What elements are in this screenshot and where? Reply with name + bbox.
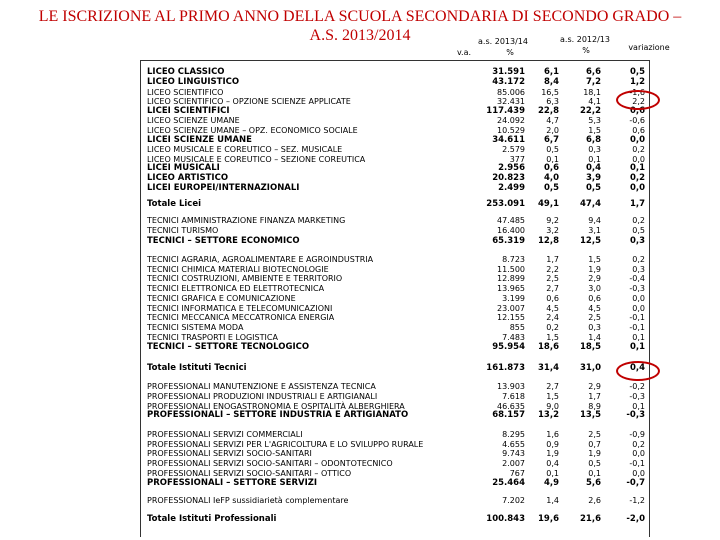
row-value-pct-2013: 1,5 [546,333,559,342]
row-label: LICEI SCIENZE UMANE [147,135,252,145]
row-value-pct-2013: 1,7 [546,255,559,264]
row-value-pct-2012: 1,4 [588,333,601,342]
row-label: LICEO CLASSICO [147,67,225,77]
header-pct-2013: % [506,48,514,57]
page-title-line2: A.S. 2013/2014 [309,27,411,44]
row-label: TECNICI INFORMATICA E TELECOMUNICAZIONI [147,304,333,313]
row-value-pct-2013: 16,5 [541,88,559,97]
row-value-pct-2012: 18,1 [583,88,601,97]
row-label: LICEO SCIENZE UMANE – OPZ. ECONOMICO SOCIALE [147,126,358,135]
row-value-pct-2013: 2,5 [546,274,559,283]
row-value-pct-2012: 0,3 [588,323,601,332]
row-value-pct-2013: 0,5 [546,145,559,154]
row-label: LICEI MUSICALI [147,163,220,173]
row-value-va: 32.431 [497,97,525,106]
header-va: v.a. [456,48,472,57]
row-value-va: 7.618 [502,392,525,401]
table-row [141,515,649,524]
row-value-pct-2012: 22,2 [580,106,601,116]
row-value-pct-2012: 0,5 [588,459,601,468]
row-value-variazione: 0,2 [632,216,645,225]
row-value-pct-2013: 9,2 [546,216,559,225]
row-value-pct-2013: 1,4 [546,496,559,505]
row-value-pct-2012: 1,9 [588,265,601,274]
row-label: TECNICI AMMINISTRAZIONE FINANZA MARKETING [147,216,346,225]
row-value-pct-2012: 3,0 [588,284,601,293]
row-value-pct-2013: 6,7 [543,135,559,145]
row-label: LICEO LINGUISTICO [147,77,240,87]
row-value-pct-2012: 3,9 [585,173,601,183]
table-row [141,333,649,342]
table-row [141,164,649,173]
row-value-variazione: 2,2 [632,97,645,106]
row-value-va: 767 [509,469,525,478]
row-value-pct-2012: 0,6 [588,294,601,303]
row-label: Totale Licei [147,199,201,209]
row-value-va: 43.172 [492,77,525,87]
row-label: PROFESSIONALI SERVIZI SOCIO-SANITARI [147,449,312,458]
row-value-variazione: -0,1 [629,323,645,332]
row-value-pct-2013: 3,2 [546,226,559,235]
row-label: TECNICI MECCANICA MECCATRONICA ENERGIA [147,313,335,322]
row-value-va: 2.499 [498,183,525,193]
row-value-variazione: -1,2 [629,496,645,505]
row-value-va: 377 [509,155,525,164]
row-value-variazione: 0,2 [632,255,645,264]
row-value-va: 47.485 [497,216,525,225]
row-label: TECNICI SISTEMA MODA [147,323,244,332]
row-value-va: 7.202 [502,496,525,505]
row-value-pct-2012: 5,3 [588,116,601,125]
row-label: PROFESSIONALI PRODUZIONI INDUSTRIALI E ARTIGIANALI [147,392,378,401]
row-value-variazione: -0,4 [629,274,645,283]
row-value-variazione: 0,6 [629,106,645,116]
row-value-pct-2012: 2,9 [588,382,601,391]
row-label: LICEO SCIENTIFICO – OPZIONE SCIENZE APPLICATE [147,97,351,106]
table-row [141,479,649,488]
row-value-va: 95.954 [492,342,525,352]
row-value-va: 11.500 [497,265,525,274]
row-value-variazione: -0,3 [626,410,645,420]
table-row [141,294,649,303]
row-value-pct-2013: 2,4 [546,313,559,322]
row-value-pct-2013: 13,2 [538,410,559,420]
row-value-pct-2012: 6,8 [585,135,601,145]
row-value-va: 2.956 [498,163,525,173]
row-value-variazione: 0,3 [632,265,645,274]
row-label: LICEO MUSICALE E COREUTICO – SEZIONE COREUTICA [147,155,366,164]
row-value-variazione: 0,3 [629,236,645,246]
row-value-va: 2.007 [502,459,525,468]
row-value-pct-2012: 21,6 [580,514,601,524]
row-value-pct-2012: 1,7 [588,392,601,401]
row-value-pct-2012: 0,7 [588,440,601,449]
table-row [141,136,649,145]
row-label: PROFESSIONALI SERVIZI SOCIO-SANITARI – ODONTOTECNICO [147,459,393,468]
row-value-variazione: 1,2 [629,77,645,87]
table-row [141,200,649,209]
row-value-pct-2012: 2,6 [588,496,601,505]
row-value-pct-2012: 0,4 [585,163,601,173]
row-label: PROFESSIONALI ENOGASTRONOMIA E OSPITALITÀ ALBERGHIERA [147,402,405,411]
row-value-pct-2013: 31,4 [538,363,559,373]
row-value-variazione: -2,0 [626,514,645,524]
row-value-variazione: 0,0 [632,294,645,303]
row-value-pct-2013: 6,3 [546,97,559,106]
row-value-pct-2013: 49,1 [538,199,559,209]
row-value-pct-2013: 6,1 [543,67,559,77]
header-as-2013-14: a.s. 2013/14 [478,37,528,46]
row-value-va: 16.400 [497,226,525,235]
row-value-variazione: -0,3 [629,284,645,293]
row-value-variazione: 0,0 [629,183,645,193]
table-row [141,216,649,225]
row-value-pct-2013: 12,8 [538,236,559,246]
row-value-pct-2012: 18,5 [580,342,601,352]
row-value-va: 23.007 [497,304,525,313]
row-label: TECNICI – SETTORE ECONOMICO [147,236,300,246]
row-value-variazione: 0,5 [629,67,645,77]
row-value-pct-2013: 22,8 [538,106,559,116]
row-label: TECNICI GRAFICA E COMUNICAZIONE [147,294,296,303]
table-row [141,226,649,235]
row-value-pct-2012: 3,1 [588,226,601,235]
table-row [141,440,649,449]
row-value-pct-2013: 4,7 [546,116,559,125]
row-value-va: 4.655 [502,440,525,449]
row-label: LICEO MUSICALE E COREUTICO – SEZ. MUSICALE [147,145,343,154]
row-value-pct-2013: 0,9 [546,440,559,449]
table-row [141,449,649,458]
row-value-pct-2012: 13,5 [580,410,601,420]
row-value-variazione: -0,7 [626,478,645,488]
row-value-pct-2012: 9,4 [588,216,601,225]
row-value-pct-2013: 2,7 [546,382,559,391]
row-value-variazione: -0,1 [629,459,645,468]
row-value-variazione: 0,0 [632,304,645,313]
table-row [141,184,649,193]
table-row [141,496,649,505]
table-row [141,97,649,106]
table-row [141,392,649,401]
table-row [141,274,649,283]
row-value-variazione: -0,2 [629,382,645,391]
table-row [141,88,649,97]
row-value-variazione: 0,5 [632,226,645,235]
table-row [141,116,649,125]
row-label: PROFESSIONALI – SETTORE SERVIZI [147,478,318,488]
row-value-pct-2013: 1,5 [546,392,559,401]
row-value-va: 85.006 [497,88,525,97]
header-variazione: variazione [628,43,670,52]
row-value-pct-2013: 4,0 [543,173,559,183]
row-value-pct-2013: 0,6 [543,163,559,173]
row-value-va: 12.899 [497,274,525,283]
row-value-pct-2013: 2,0 [546,126,559,135]
row-value-va: 117.439 [486,106,525,116]
row-value-variazione: 0,2 [629,173,645,183]
table-row [141,107,649,116]
row-label: PROFESSIONALI – SETTORE INDUSTRIA E ARTIGIANATO [147,410,409,420]
table-row [141,459,649,468]
row-value-pct-2013: 0,1 [546,469,559,478]
row-value-variazione: -0,1 [629,313,645,322]
header-as-2012-13: a.s. 2012/13 [560,35,610,44]
row-value-variazione: -0,6 [629,116,645,125]
row-value-pct-2012: 2,9 [588,274,601,283]
table-row [141,78,649,87]
row-value-pct-2013: 18,6 [538,342,559,352]
row-value-va: 253.091 [486,199,525,209]
row-value-pct-2013: 19,6 [538,514,559,524]
row-label: PROFESSIONALI MANUTENZIONE E ASSISTENZA TECNICA [147,382,376,391]
row-value-va: 20.823 [492,173,525,183]
row-value-va: 9.743 [502,449,525,458]
row-value-pct-2013: 0,4 [546,459,559,468]
row-value-va: 855 [509,323,525,332]
highlight-oval-totale-tecnici [616,361,660,381]
row-label: TECNICI TRASPORTI E LOGISTICA [147,333,278,342]
row-value-va: 8.295 [502,430,525,439]
page-title-line1: LE ISCRIZIONE AL PRIMO ANNO DELLA SCUOLA SECONDARIA DI SECONDO GRADO – [38,8,682,25]
table-row [141,469,649,478]
row-value-va: 161.873 [486,363,525,373]
table-row [141,304,649,313]
row-value-variazione: 0,0 [632,155,645,164]
table-row [141,364,649,373]
row-value-va: 24.092 [497,116,525,125]
row-label: LICEI EUROPEI/INTERNAZIONALI [147,183,300,193]
row-value-va: 7.483 [502,333,525,342]
row-value-pct-2012: 0,3 [588,145,601,154]
row-label: TECNICI ELETTRONICA ED ELETTROTECNICA [147,284,325,293]
table-row [141,343,649,352]
row-value-variazione: 0,4 [629,363,645,373]
row-value-pct-2013: 0,6 [546,294,559,303]
row-value-pct-2012: 0,1 [588,155,601,164]
row-label: TECNICI COSTRUZIONI, AMBIENTE E TERRITORIO [147,274,343,283]
row-value-variazione: 0,1 [629,163,645,173]
row-label: PROFESSIONALI SERVIZI COMMERCIALI [147,430,303,439]
row-value-pct-2012: 4,5 [588,304,601,313]
row-value-variazione: -0,3 [629,392,645,401]
row-value-pct-2012: 7,2 [585,77,601,87]
row-value-pct-2012: 31,0 [580,363,601,373]
row-value-va: 68.157 [492,410,525,420]
table-row [141,145,649,154]
row-value-pct-2012: 12,5 [580,236,601,246]
row-value-va: 34.611 [492,135,525,145]
row-value-pct-2012: 0,1 [588,469,601,478]
row-value-variazione: 0,2 [632,145,645,154]
row-value-variazione: 0,0 [632,469,645,478]
row-value-variazione: 0,0 [632,449,645,458]
row-value-va: 8.723 [502,255,525,264]
table-row [141,323,649,332]
highlight-oval-scienze-applicate [616,90,660,110]
row-value-va: 46.635 [497,402,525,411]
row-value-pct-2013: 0,1 [546,155,559,164]
row-value-pct-2013: 2,7 [546,284,559,293]
row-value-pct-2013: 1,6 [546,430,559,439]
row-label: TECNICI TURISMO [147,226,219,235]
row-value-pct-2013: 4,5 [546,304,559,313]
row-value-pct-2013: 0,2 [546,323,559,332]
table-row [141,237,649,246]
row-value-variazione: 0,2 [632,440,645,449]
row-label: LICEO SCIENTIFICO [147,88,224,97]
row-value-variazione: 0,1 [629,342,645,352]
data-table [140,60,650,537]
row-value-variazione: 0,6 [632,126,645,135]
row-value-pct-2012: 47,4 [580,199,601,209]
row-value-pct-2013: 1,9 [546,449,559,458]
row-value-variazione: -1,6 [629,88,645,97]
table-row [141,126,649,135]
row-value-pct-2013: 8,4 [543,77,559,87]
row-value-variazione: -0,9 [629,430,645,439]
row-value-pct-2012: 2,5 [588,430,601,439]
table-row [141,382,649,391]
table-row [141,265,649,274]
table-row [141,284,649,293]
row-value-va: 12.155 [497,313,525,322]
row-value-pct-2013: 0,5 [543,183,559,193]
table-row [141,68,649,77]
row-value-va: 13.903 [497,382,525,391]
row-value-pct-2012: 2,5 [588,313,601,322]
row-value-pct-2013: 2,2 [546,265,559,274]
row-label: PROFESSIONALI SERVIZI PER L'AGRICOLTURA E LO SVILUPPO RURALE [147,440,424,449]
header-pct-2012: % [582,46,590,55]
row-value-va: 31.591 [492,67,525,77]
row-value-pct-2012: 4,1 [588,97,601,106]
row-value-variazione: 0,0 [629,135,645,145]
row-label: LICEO SCIENZE UMANE [147,116,240,125]
table-row [141,430,649,439]
row-label: PROFESSIONALI IeFP sussidiarietà complementare [147,496,349,505]
table-row [141,174,649,183]
row-label: Totale Istituti Professionali [147,514,277,524]
row-label: PROFESSIONALI SERVIZI SOCIO-SANITARI – OTTICO [147,469,352,478]
row-value-pct-2012: 5,6 [585,478,601,488]
row-value-va: 2.579 [502,145,525,154]
row-value-variazione: 0,1 [632,402,645,411]
row-value-va: 100.843 [486,514,525,524]
row-value-pct-2012: 1,5 [588,126,601,135]
row-label: TECNICI – SETTORE TECNOLOGICO [147,342,310,352]
row-label: TECNICI CHIMICA MATERIALI BIOTECNOLOGIE [147,265,329,274]
row-value-variazione: 1,7 [629,199,645,209]
row-label: TECNICI AGRARIA, AGROALIMENTARE E AGROINDUSTRIA [147,255,374,264]
row-value-va: 13.965 [497,284,525,293]
row-value-pct-2013: 4,9 [543,478,559,488]
row-value-va: 3.199 [502,294,525,303]
row-value-pct-2012: 0,5 [585,183,601,193]
row-value-va: 25.464 [492,478,525,488]
row-value-pct-2012: 8,9 [588,402,601,411]
row-value-pct-2012: 1,9 [588,449,601,458]
row-value-pct-2013: 9,0 [546,402,559,411]
row-label: LICEO ARTISTICO [147,173,229,183]
row-value-va: 65.319 [492,236,525,246]
row-label: LICEI SCIENTIFICI [147,106,230,116]
table-row [141,411,649,420]
row-value-pct-2012: 1,5 [588,255,601,264]
table-row [141,255,649,264]
table-row [141,313,649,322]
row-label: Totale Istituti Tecnici [147,363,247,373]
row-value-va: 10.529 [497,126,525,135]
row-value-variazione: 0,1 [632,333,645,342]
row-value-pct-2012: 6,6 [585,67,601,77]
